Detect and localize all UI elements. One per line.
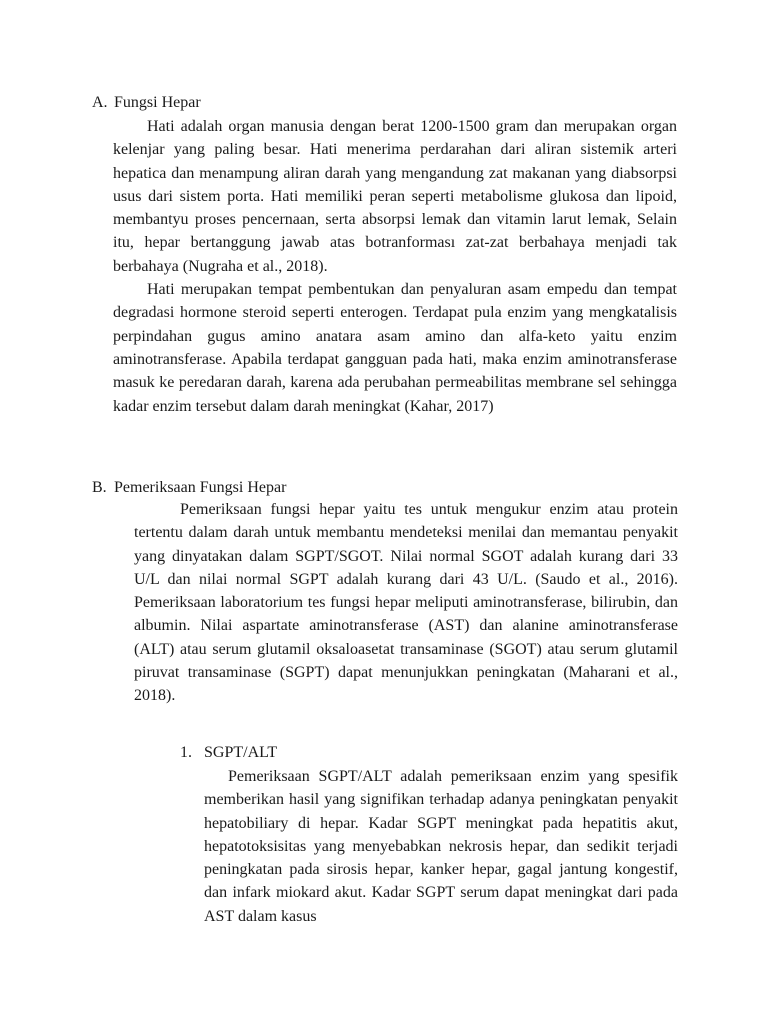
section-b-title: Pemeriksaan Fungsi Hepar [114,479,287,496]
section-b-paragraph-1: Pemeriksaan fungsi hepar yaitu tes untuk mengukur enzim atau protein tertentu dalam darah untuk membantu mendeteksi menilai dan memantau penyakit yang dinyatakan dalam SGPT/SGOT. Nilai normal SGOT adalah kurang dari 33 U/L dan nilai normal SGPT adalah kurang dari 43 U/L. (Saudo et al., 2016). Pemeriksaan laboratorium tes fungsi hepar meliputi aminotransferase, bilirubin, dan albumin. Nilai aspartate aminotransferase (AST) dan alanine aminotransferase (ALT) atau serum glutamil oksaloasetat transaminase (SGOT) atau serum glutamil piruvat transaminase (SGPT) dapat menunjukkan peningkatan (Maharani et al., 2018). [134,501,678,705]
section-a-marker: A. [92,94,108,111]
subsection-1-title: SGPT/ALT [204,744,278,761]
subsection-1-paragraph-1: Pemeriksaan SGPT/ALT adalah pemeriksaan enzim yang spesifik memberikan hasil yang signifikan terhadap adanya peningkatan penyakit hepatobiliary di hepar. Kadar SGPT meningkat pada hepatitis akut, hepatotoksisitas yang menyebabkan nekrosis hepar, dan sedikit terjadi peningkatan pada sirosis hepar, kanker hepar, gagal jantung kongestif, dan infark miokard akut. Kadar SGPT serum dapat meningkat dari pada AST dalam kasus [204,768,678,925]
section-a-paragraph-2: Hati merupakan tempat pembentukan dan penyaluran asam empedu dan tempat degradasi hormone steroid seperti enterogen. Terdapat pula enzim yang mengkatalisis perpindahan gugus amino anatara asam amino dan alfa-keto yaitu enzim aminotransferase. Apabila terdapat gangguan pada hati, maka enzim aminotransferase masuk ke peredaran darah, karena ada perubahan permeabilitas membrane sel sehingga kadar enzim tersebut dalam darah meningkat (Kahar, 2017) [113,281,677,415]
subsection-1-heading [180,743,277,763]
section-a-paragraph-1: Hati adalah organ manusia dengan berat 1200-1500 gram dan merupakan organ kelenjar yang paling besar. Hati menerima perdarahan dari aliran sistemik arteri hepatica dan menampung aliran darah yang mengandung zat makanan yang diabsorpsi usus dari sistem porta. Hati memiliki peran seperti metabolisme glukosa dan lipoid, membantyu proses pencernaan, serta absorpsi lemak dan vitamin larut lemak, Selain itu, hepar bertanggung jawab atas botranforması zat-zat berbahaya menjadi tak berbahaya (Nugraha et al., 2018). [113,118,677,275]
section-a-heading [92,93,201,113]
section-b-marker: B. [92,479,107,496]
section-a-title: Fungsi Hepar [114,94,201,111]
subsection-1-marker: 1. [180,744,192,761]
section-a-body [113,115,677,418]
section-b-heading [92,478,286,498]
subsection-1-body [204,765,678,928]
section-b-body [134,498,678,708]
